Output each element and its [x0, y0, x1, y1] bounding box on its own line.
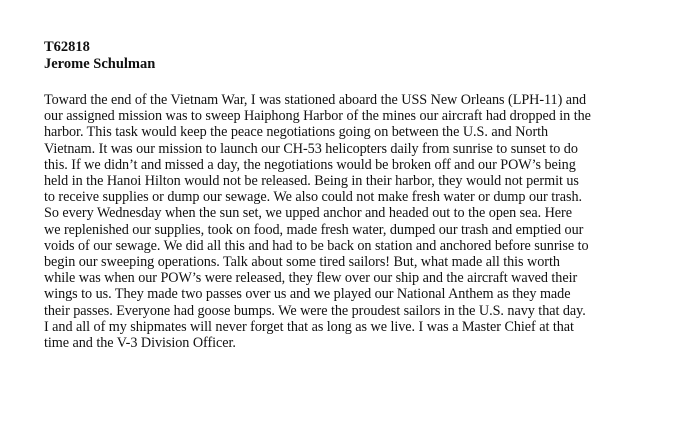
body-line: harbor. This task would keep the peace negotiations going on between the U.S. and North [44, 124, 549, 141]
body-line: our assigned mission was to sweep Haiphong Harbor of the mines our aircraft had dropped in the [44, 108, 591, 125]
body-line: time and the V-3 Division Officer. [44, 335, 236, 352]
narrative-body [44, 92, 684, 351]
body-line: held in the Hanoi Hilton would not be released. Being in their harbor, they would not permit us [44, 173, 579, 190]
body-line: Vietnam. It was our mission to launch our CH-53 helicopters daily from sunrise to sunset to do [44, 140, 578, 157]
body-line: So every Wednesday when the sun set, we upped anchor and headed out to the open sea. Here [44, 205, 572, 222]
body-line: their passes. Everyone had goose bumps. We were the proudest sailors in the U.S. navy that day. [44, 302, 586, 319]
body-line: to receive supplies or dump our sewage. We also could not make fresh water or dump our trash. [44, 189, 583, 206]
body-line: we replenished our supplies, took on food, made fresh water, dumped our trash and emptied our [44, 221, 584, 238]
body-line: while was when our POW’s were released, they flew over our ship and the aircraft waved their [44, 270, 578, 287]
document-id: T62818 [44, 39, 90, 55]
body-line: wings to us. They made two passes over us and we played our National Anthem as they made [44, 286, 571, 303]
body-line: this. If we didn’t and missed a day, the negotiations would be broken off and our POW’s being [44, 156, 576, 173]
body-line: I and all of my shipmates will never forget that as long as we live. I was a Master Chief at that [44, 318, 574, 335]
body-line: Toward the end of the Vietnam War, I was stationed aboard the USS New Orleans (LPH-11) and [44, 92, 587, 108]
body-line: voids of our sewage. We did all this and had to be back on station and anchored before sunrise to [44, 237, 589, 254]
author-name: Jerome Schulman [44, 56, 156, 72]
body-line: begin our sweeping operations. Talk about some tired sailors! But, what made all this worth [44, 254, 560, 271]
